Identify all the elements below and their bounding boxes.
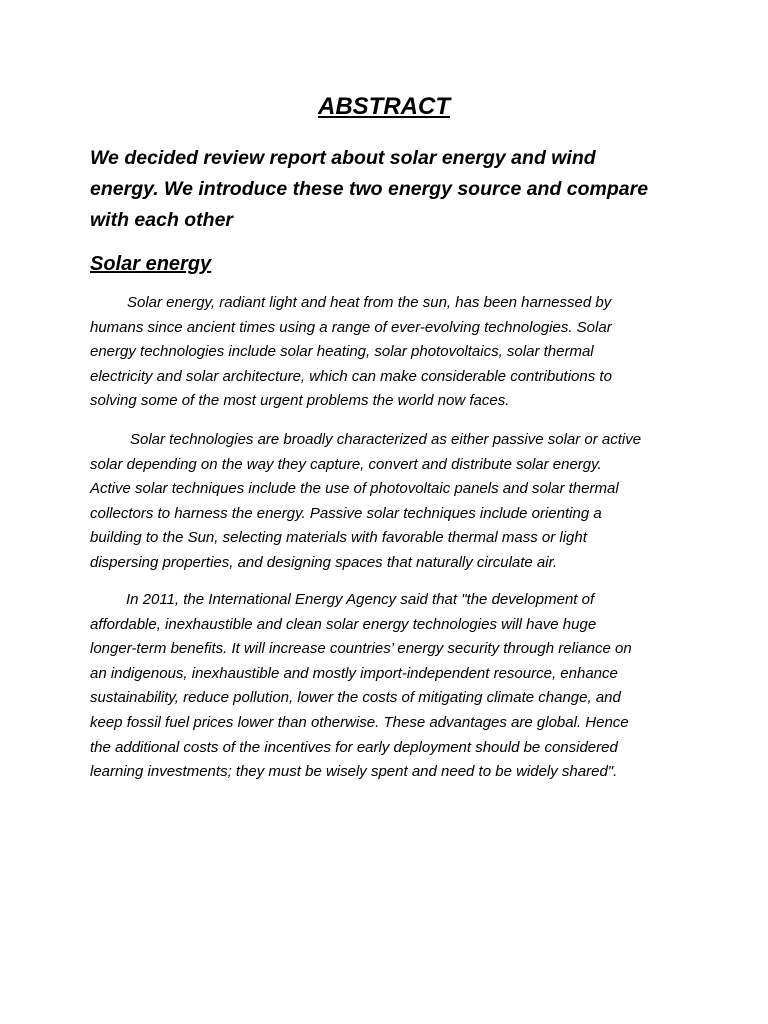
paragraph-line: an indigenous, inexhaustible and mostly import-independent resource, enhance [90, 664, 618, 682]
paragraph-line: electricity and solar architecture, which can make considerable contributions to [90, 367, 612, 385]
paragraph-line: collectors to harness the energy. Passive solar techniques include orienting a [90, 504, 602, 522]
paragraph-line: the additional costs of the incentives for early deployment should be considered [90, 738, 618, 756]
intro-line: We decided review report about solar energy and wind [90, 147, 596, 169]
paragraph-line: Solar energy, radiant light and heat from the sun, has been harnessed by [127, 294, 612, 311]
page-title: ABSTRACT [318, 93, 450, 120]
paragraph-line: dispersing properties, and designing spaces that naturally circulate air. [90, 553, 558, 571]
paragraph-3 [90, 588, 690, 785]
paragraph-line: learning investments; they must be wisely spent and need to be widely shared". [90, 763, 618, 781]
paragraph-line: Active solar techniques include the use of photovoltaic panels and solar thermal [90, 480, 619, 498]
paragraph-line: building to the Sun, selecting materials with favorable thermal mass or light [90, 529, 587, 547]
paragraph-line: solar depending on the way they capture, convert and distribute solar energy. [90, 455, 602, 473]
intro-statement [90, 143, 690, 236]
paragraph-line: sustainability, reduce pollution, lower the costs of mitigating climate change, and [90, 689, 621, 707]
paragraph-line: In 2011, the International Energy Agency said that "the development of [126, 591, 595, 608]
paragraph-line: longer-term benefits. It will increase countries’ energy security through reliance on [90, 640, 632, 658]
paragraph-line: solving some of the most urgent problems the world now faces. [90, 392, 510, 410]
paragraph-2 [90, 428, 690, 576]
paragraph-line: Solar technologies are broadly characterized as either passive solar or active [130, 431, 642, 448]
section-heading-solar-energy: Solar energy [90, 253, 212, 275]
paragraph-1 [90, 291, 690, 414]
paragraph-line: keep fossil fuel prices lower than otherwise. These advantages are global. Hence [90, 713, 629, 731]
intro-line: energy. We introduce these two energy source and compare [90, 178, 649, 200]
intro-line: with each other [90, 209, 234, 231]
paragraph-line: affordable, inexhaustible and clean solar energy technologies will have huge [90, 615, 597, 633]
paragraph-line: humans since ancient times using a range of ever-evolving technologies. Solar [90, 318, 612, 336]
paragraph-line: energy technologies include solar heating, solar photovoltaics, solar thermal [90, 343, 594, 361]
